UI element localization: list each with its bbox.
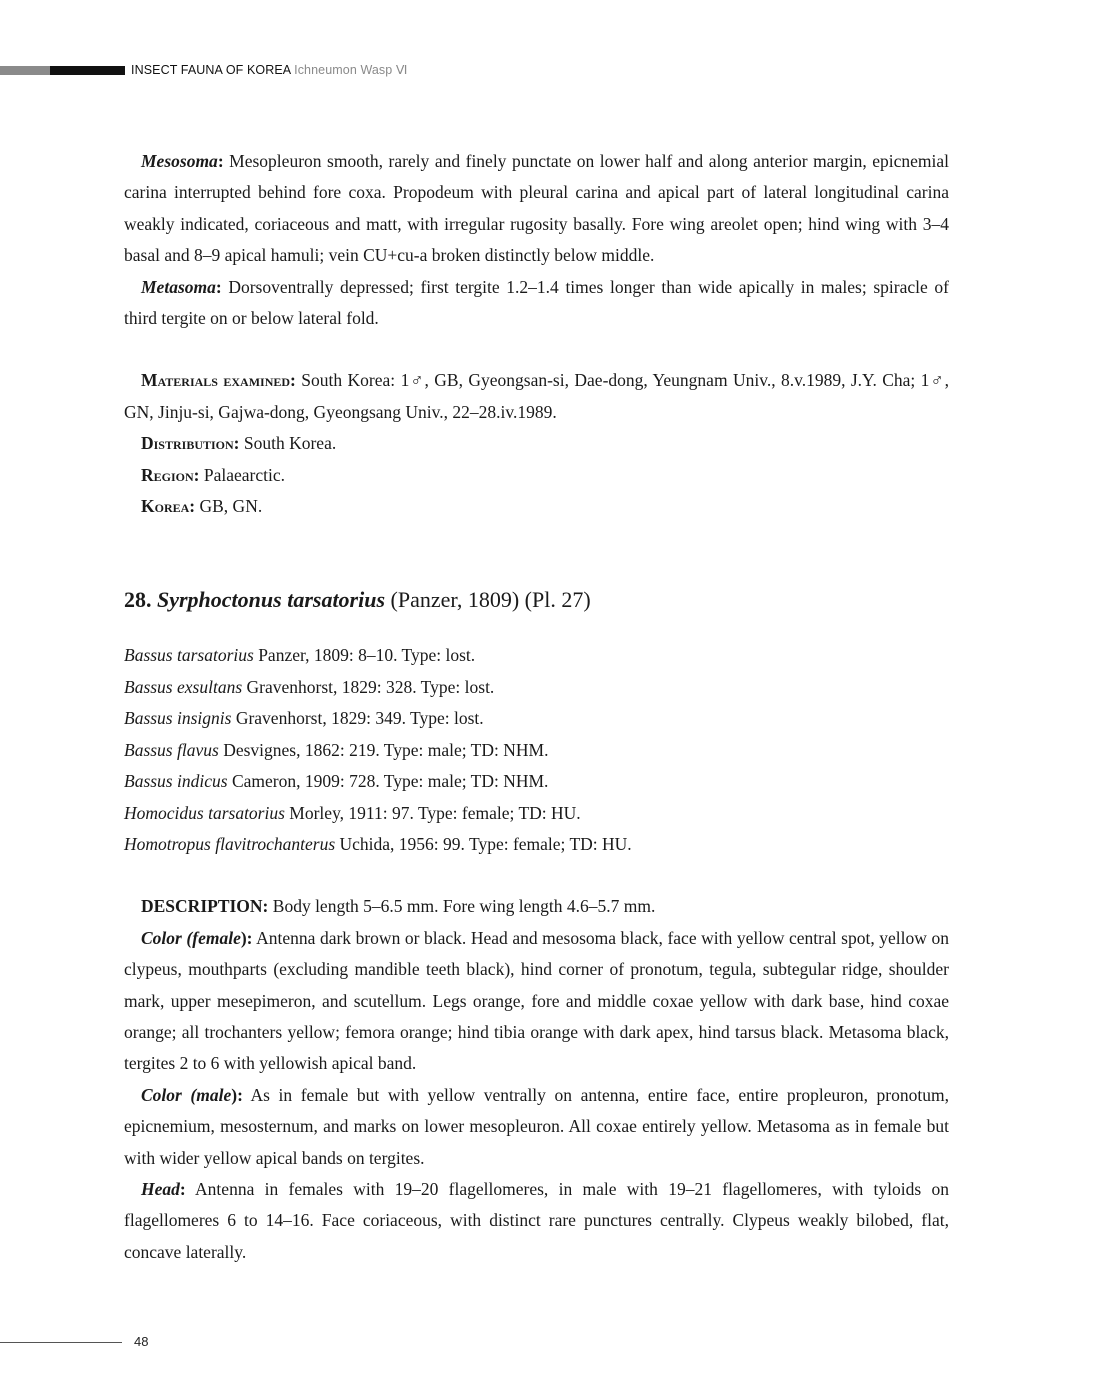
korea-text: GB, GN. (195, 496, 263, 517)
color-female-text: Antenna dark brown or black. Head and mesosoma black, face with yellow central spot, yellow on clypeus, mouthparts (excluding mandible teeth black), hind corner of pronotum, tegula, subtegular ridge, shoulder mark, upper mesepimeron, and scutellum. Legs orange, fore and middle coxae yellow with dark base, hind coxae orange; all trochanters yellow; femora orange; hind tibia orange with dark apex, hind tarsus black. Metasoma black, tergites 2 to 6 with yellowish apical band. (124, 927, 949, 1074)
synonym-name: Homocidus tarsatorius (124, 802, 285, 823)
species-name: Syrphoctonus tarsatorius (157, 587, 386, 613)
synonym-item (124, 672, 949, 703)
species-authority: (Panzer, 1809) (Pl. 27) (385, 587, 591, 613)
synonym-list (124, 640, 949, 860)
materials-text: South Korea: 1♂, GB, Gyeongsan-si, Dae-dong, Yeungnam Univ., 8.v.1989, J.Y. Cha; 1♂, GN, Jinju-si, Gajwa-dong, Gyeongsang Univ., 22–28.iv.1989. (124, 370, 949, 422)
color-male-text: As in female but with yellow ventrally on antenna, entire face, entire propleuron, pronotum, epicnemium, mesosternum, and marks on lower mesopleuron. All coxae entirely yellow. Metasoma as in female but with wider yellow apical bands on tergites. (124, 1084, 949, 1168)
book-subtitle: Ichneumon Wasp Ⅵ (294, 63, 408, 77)
synonym-name: Bassus exsultans (124, 676, 243, 697)
species-heading (124, 584, 949, 616)
description-paragraph (124, 891, 949, 922)
synonym-name: Bassus tarsatorius (124, 645, 254, 666)
synonym-item (124, 735, 949, 766)
distribution-text: South Korea. (239, 433, 337, 454)
synonym-item (124, 798, 949, 829)
distribution-paragraph (124, 428, 949, 459)
mesosoma-paragraph: Mesosoma: Mesopleuron smooth, rarely and finely punctate on lower half and along anterior margin, epicnemial carina interrupted behind fore coxa. Propodeum with pleural carina and apical part of lateral longitudinal carina weakly indicated, coriaceous and matt, with irregular rugosity basally. Fore wing areolet open; hind wing with 3–4 basal and 8–9 apical hamuli; vein CU+cu-a broken distinctly below middle. (124, 151, 949, 266)
page-body (124, 146, 949, 1268)
head-text: Antenna in females with 19–20 flagellomeres, in male with 19–21 flagellomeres, with tyloids on flagellomeres 6 to 14–16. Face coriaceous, with distinct rare punctures centrally. Clypeus weakly bilobed, flat, concave laterally. (124, 1178, 949, 1262)
synonym-reference: Gravenhorst, 1829: 349. Type: lost. (231, 708, 484, 729)
header-bar-black (50, 66, 125, 75)
header-bar-grey (0, 66, 50, 75)
color-female-paragraph (124, 923, 949, 1080)
description-text: Body length 5–6.5 mm. Fore wing length 4.6–5.7 mm. (268, 896, 656, 917)
metasoma-text: Dorsoventrally depressed; first tergite 1.2–1.4 times longer than wide apically in males; spiracle of third tergite on or below lateral fold. (124, 276, 949, 329)
running-header (131, 63, 408, 78)
head-label: Head (141, 1178, 180, 1199)
book-title: INSECT FAUNA OF KOREA (131, 63, 291, 77)
footer-rule (0, 1342, 122, 1343)
metasoma-label: Metasoma (141, 276, 216, 297)
color-male-paragraph (124, 1080, 949, 1174)
synonym-reference: Panzer, 1809: 8–10. Type: lost. (253, 645, 476, 666)
synonym-item (124, 829, 949, 860)
materials-paragraph (124, 365, 949, 428)
synonym-item (124, 640, 949, 671)
synonym-reference: Desvignes, 1862: 219. Type: male; TD: NHM. (218, 739, 549, 760)
synonym-reference: Cameron, 1909: 728. Type: male; TD: NHM. (227, 771, 549, 792)
mesosoma-label: Mesosoma (141, 151, 218, 171)
description-label: DESCRIPTION: (141, 896, 269, 917)
page-number: 48 (134, 1334, 149, 1349)
species-number: 28. (124, 587, 152, 613)
synonym-reference: Gravenhorst, 1829: 328. Type: lost. (242, 676, 495, 697)
color-female-label: Color (female): (141, 927, 253, 948)
mesosoma-text: Mesopleuron smooth, rarely and finely punctate on lower half and along anterior margin, epicnemial carina interrupted behind fore coxa. Propodeum with pleural carina and apical part of lateral longitudinal carina weakly indicated, coriaceous and matt, with irregular rugosity basally. Fore wing areolet open; hind wing with 3–4 basal and 8–9 apical hamuli; vein CU+cu-a broken distinctly below middle. (124, 151, 949, 266)
korea-label: Korea: (141, 496, 196, 517)
distribution-label: Distribution: (141, 433, 240, 454)
synonym-item (124, 703, 949, 734)
head-paragraph: Head: Antenna in females with 19–20 flagellomeres, in male with 19–21 flagellomeres, with tyloids on flagellomeres 6 to 14–16. Face coriaceous, with distinct rare punctures centrally. Clypeus weakly bilobed, flat, concave laterally. (124, 1178, 949, 1262)
synonym-item (124, 766, 949, 797)
synonym-name: Bassus indicus (124, 771, 228, 792)
region-paragraph (124, 460, 949, 491)
synonym-name: Homotropus flavitrochanterus (124, 833, 336, 854)
korea-paragraph (124, 491, 949, 522)
synonym-reference: Morley, 1911: 97. Type: female; TD: HU. (284, 802, 581, 823)
region-label: Region: (141, 464, 200, 485)
region-text: Palaearctic. (199, 464, 285, 485)
materials-label: Materials examined: (141, 370, 296, 391)
synonym-reference: Uchida, 1956: 99. Type: female; TD: HU. (335, 833, 632, 854)
color-male-label: Color (male): (141, 1084, 243, 1105)
synonym-name: Bassus insignis (124, 708, 232, 729)
metasoma-paragraph: Metasoma: Dorsoventrally depressed; first tergite 1.2–1.4 times longer than wide apically in males; spiracle of third tergite on or below lateral fold. (124, 276, 949, 329)
synonym-name: Bassus flavus (124, 739, 219, 760)
